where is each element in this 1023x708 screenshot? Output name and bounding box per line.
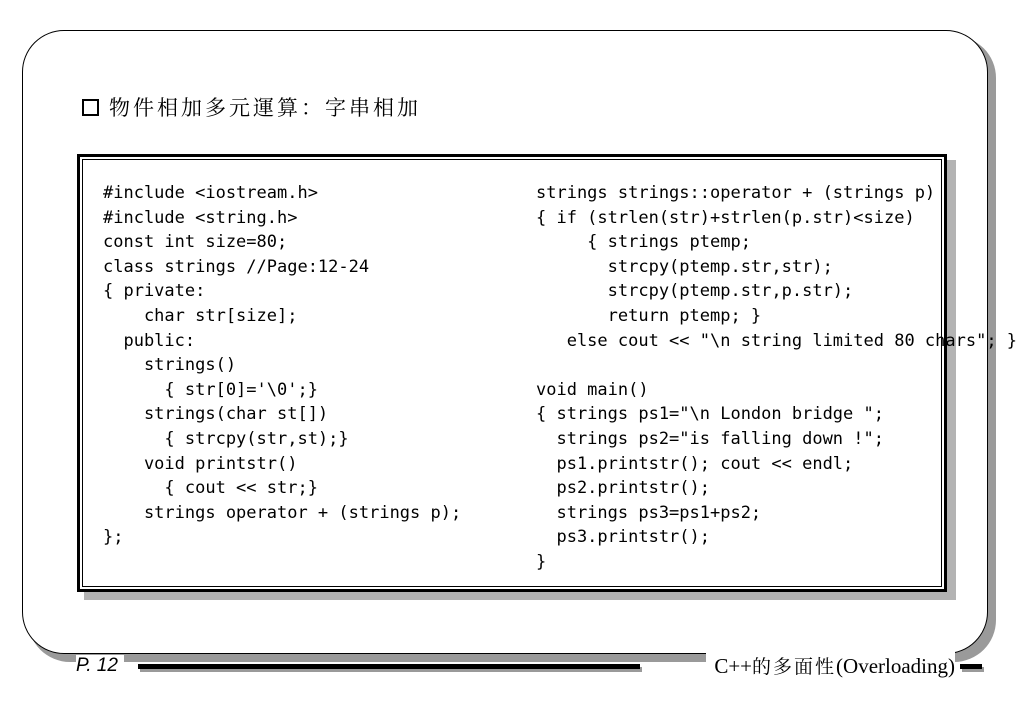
code-line: strings strings::operator + (strings p) [536,183,936,203]
slide-title-row [82,94,421,120]
code-line: { if (strlen(str)+strlen(p.str)<size) [536,207,915,228]
code-line: #include <string.h> [103,207,298,228]
code-line: void main() [536,379,649,400]
code-line: strings ps2="is falling down !"; [536,428,884,449]
code-line: strings operator + (strings p); [103,502,462,523]
footer-title [706,652,955,679]
code-line: return ptemp; } [536,305,762,326]
slide-title: 物件相加多元運算：字串相加 [109,96,421,120]
footer-rule-left [138,664,640,669]
code-line: ps2.printstr(); [536,478,710,499]
code-line: char str[size]; [103,305,298,326]
code-line: strings() [103,355,237,376]
code-line: { strings ps1="\n London bridge "; [536,404,884,425]
code-line: strings ps3=ps1+ps2; [536,502,762,523]
code-line: ps1.printstr(); cout << endl; [536,453,854,474]
code-line: strings(char st[]) [103,404,329,425]
code-line: void printstr() [103,453,298,474]
code-line: ps3.printstr(); [536,527,710,548]
square-bullet-icon [82,99,99,116]
code-line: } [536,551,547,572]
footer-title-cjk: 的多面性 [752,656,837,678]
code-line: { str[0]='\0';} [103,379,318,400]
code-line: { private: [103,281,206,302]
footer-title-suffix: (Overloading) [836,654,955,678]
code-line: public: [103,330,196,351]
code-box [77,154,1018,592]
footer-rule-right [960,664,982,669]
code-line [536,353,1017,378]
code-column-right [536,181,1017,575]
footer-page-number: P. 12 [76,655,124,677]
code-line: strcpy(ptemp.str,p.str); [536,281,854,302]
code-line: }; [103,527,124,548]
code-column-left [103,181,461,550]
footer-title-prefix: C++ [714,654,753,678]
code-line: class strings //Page:12-24 [103,256,370,277]
code-line: { cout << str;} [103,478,318,499]
code-line: strcpy(ptemp.str,str); [536,256,833,277]
code-line: const int size=80; [103,232,288,253]
code-line: else cout << "\n string limited 80 chars"; } [536,330,1018,351]
code-line: #include <iostream.h> [103,183,318,203]
code-line: { strcpy(str,st);} [103,428,349,449]
code-line: { strings ptemp; [536,232,751,253]
